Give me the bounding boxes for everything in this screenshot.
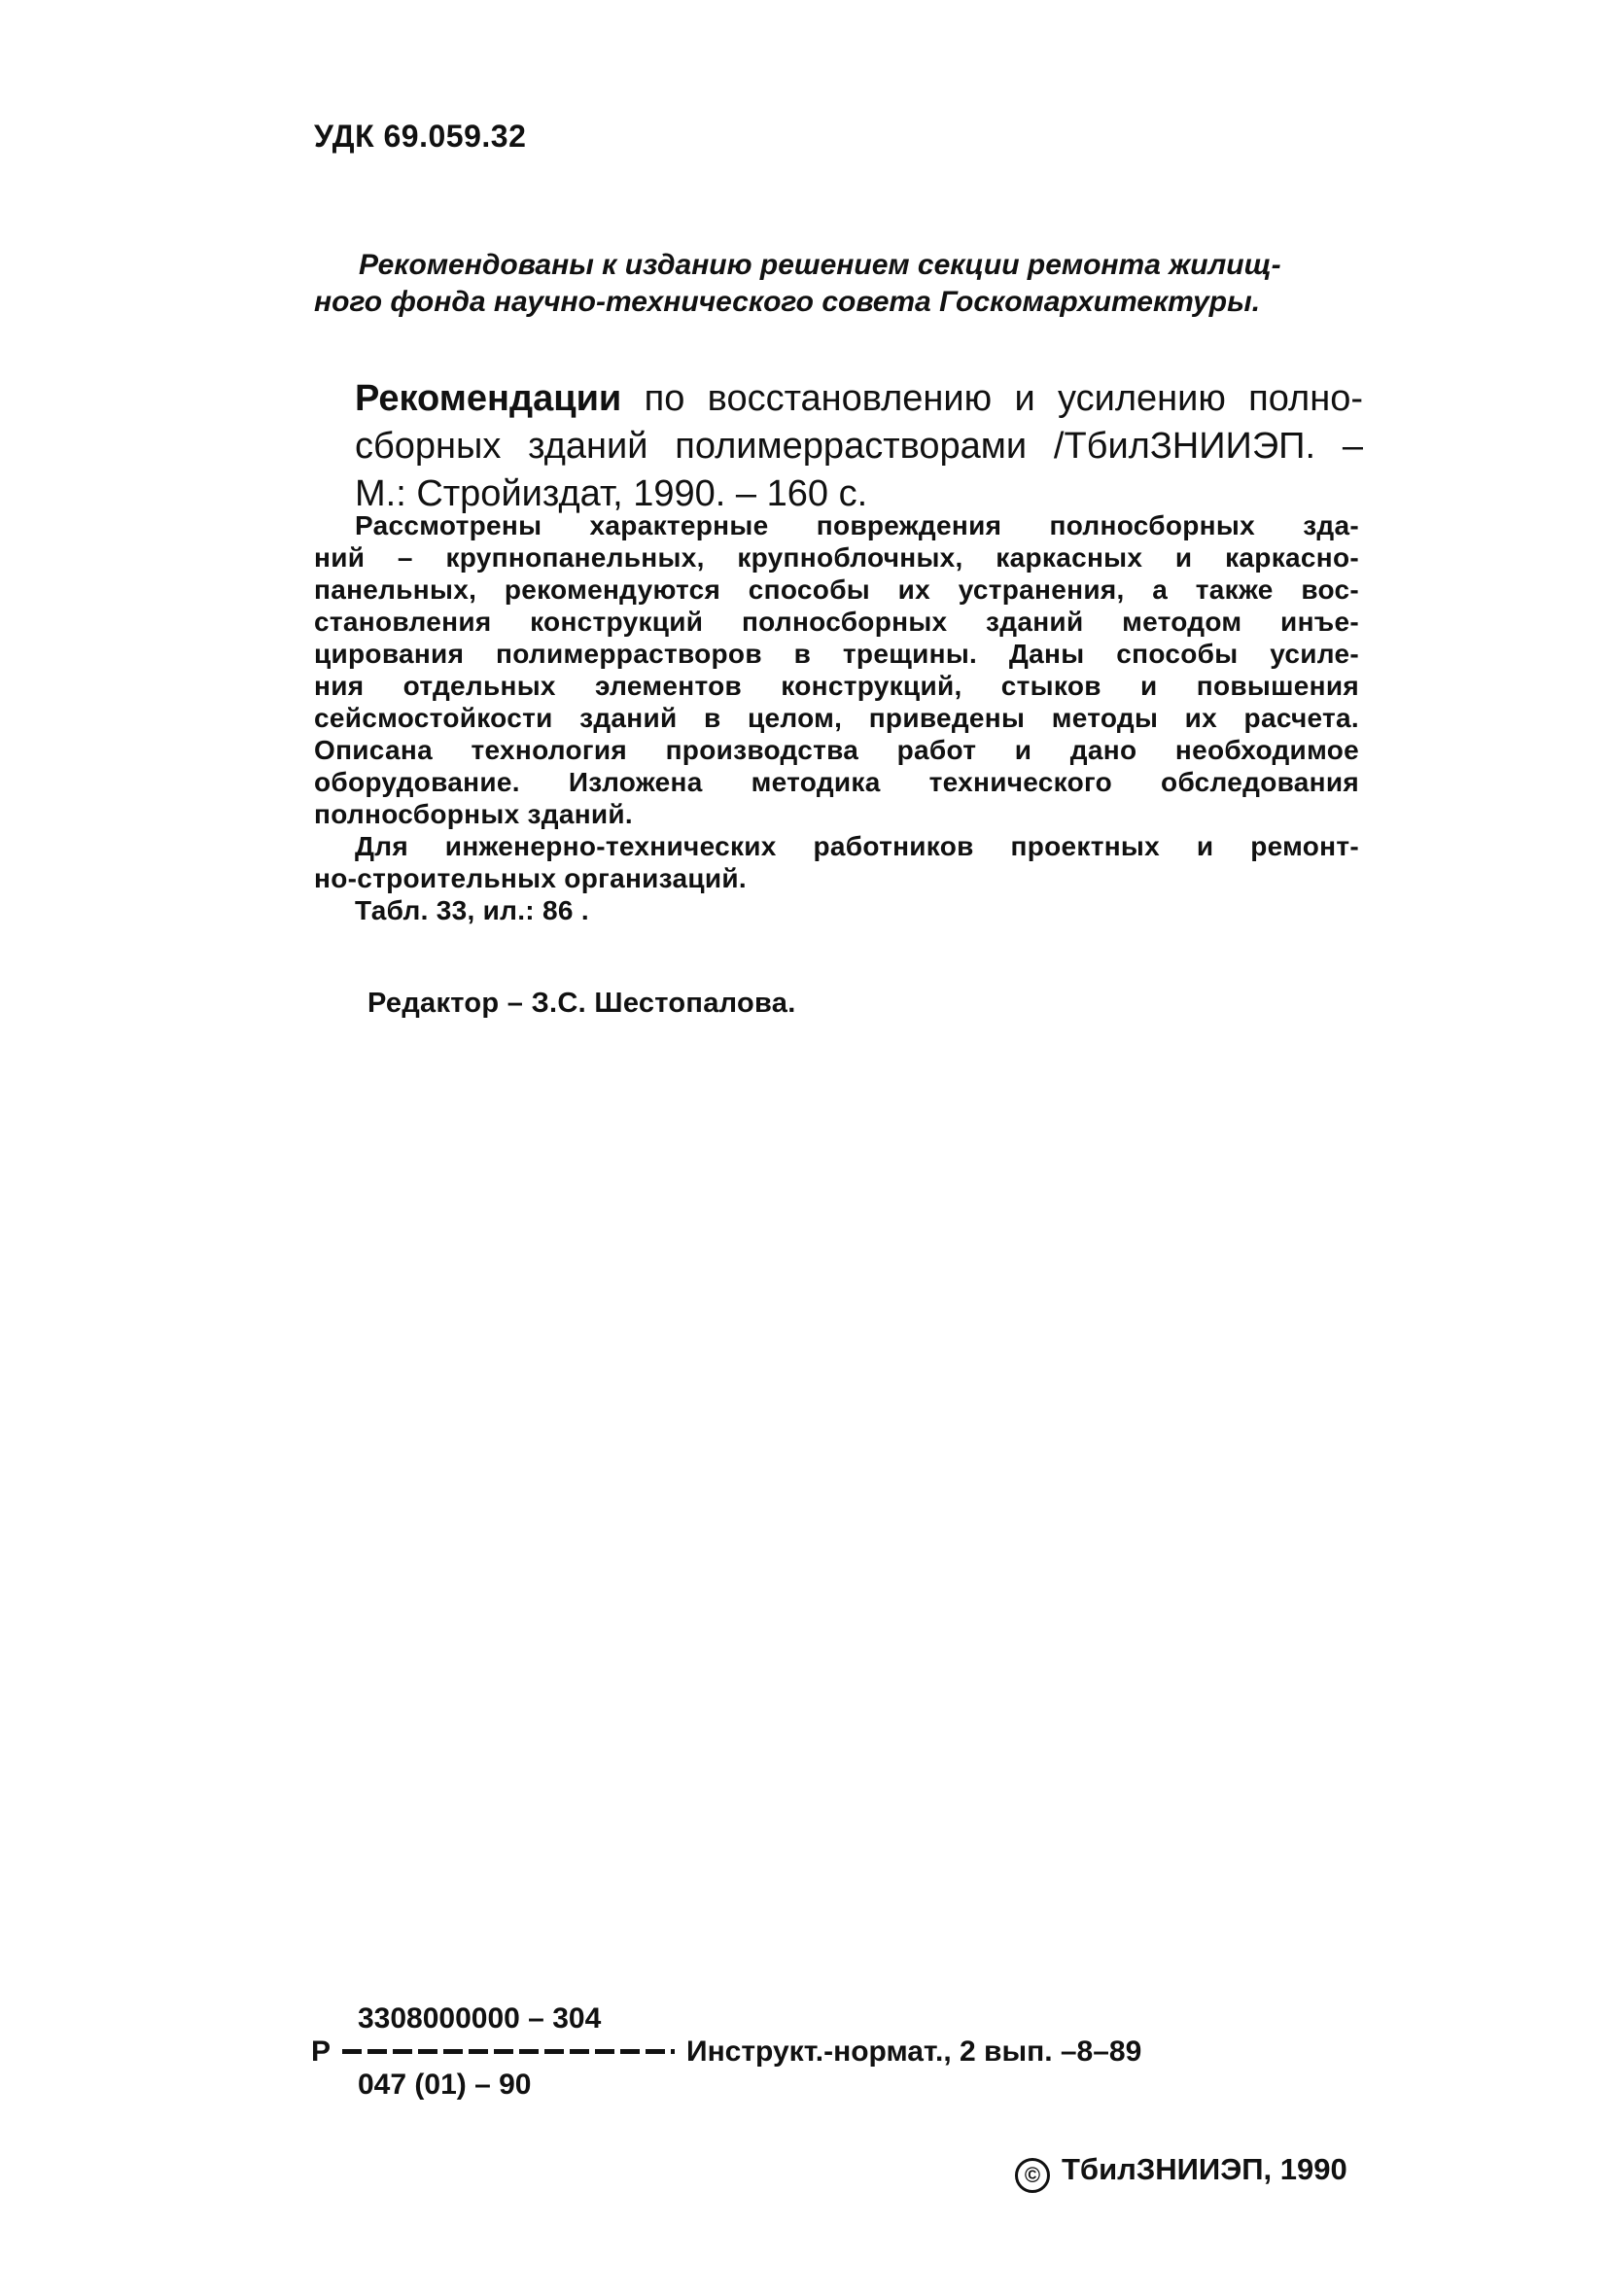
annotation-line: полносборных зданий. xyxy=(314,799,634,829)
biblio-title: Рекомендации xyxy=(355,378,622,419)
classification-code-bottom: 047 (01) – 90 xyxy=(358,2069,532,2101)
biblio-line-1 xyxy=(355,375,1363,423)
classification-code-row xyxy=(311,2035,1141,2069)
udk-code: УДК 69.059.32 xyxy=(314,119,527,154)
annotation-line: Описана технология производства работ и дано необходимое xyxy=(314,735,1359,765)
annotation-line: ния отдельных элементов конструкций, стыков и повышения xyxy=(314,671,1359,701)
classification-code-top: 3308000000 – 304 xyxy=(358,2002,602,2035)
annotation-line: ний – крупнопанельных, крупноблочных, каркасных и каркасно- xyxy=(314,542,1359,573)
classification-letter: Р xyxy=(311,2035,332,2068)
annotation-line: панельных, рекомендуются способы их устранения, а также вос- xyxy=(314,574,1359,605)
recommendation-line-2: ного фонда научно-технического совета Госкомархитектуры. xyxy=(314,286,1261,318)
bibliographic-record xyxy=(355,375,1363,518)
biblio-line-2: сборных зданий полимеррастворами /ТбилЗНИИЭП. – xyxy=(355,426,1363,467)
annotation-line: Рассмотрены характерные повреждения полносборных зда- xyxy=(355,510,1359,540)
annotation-line: оборудование. Изложена методика технического обследования xyxy=(314,767,1359,797)
annotation-line: сейсмостойкости зданий в целом, приведены методы их расчета. xyxy=(314,703,1359,733)
tables-illustrations-count: Табл. 33, ил.: 86 . xyxy=(355,895,589,925)
recommendation-line-1: Рекомендованы к изданию решением секции ремонта жилищ- xyxy=(359,249,1281,281)
audience-line-2: но-строительных организаций. xyxy=(314,863,748,893)
annotation xyxy=(314,509,1359,926)
biblio-line-3: М.: Стройиздат, 1990. – 160 с. xyxy=(355,473,868,514)
biblio-line-1-rest: по восстановлению и усилению полно- xyxy=(644,378,1363,419)
fraction-line xyxy=(342,2049,675,2054)
classification-code-middle: Инструкт.-нормат., 2 вып. –8–89 xyxy=(686,2035,1142,2068)
editor-credit: Редактор – З.С. Шестопалова. xyxy=(367,988,796,1019)
annotation-line: становления конструкций полносборных зданий методом инъе- xyxy=(314,607,1359,637)
copyright-icon: © xyxy=(1015,2158,1050,2193)
copyright-notice xyxy=(1015,2152,1347,2193)
recommendation-note xyxy=(314,247,1359,321)
audience-line-1: Для инженерно-технических работников проектных и ремонт- xyxy=(355,831,1359,861)
annotation-line: цирования полимеррастворов в трещины. Даны способы усиле- xyxy=(314,639,1359,669)
copyright-text: ТбилЗНИИЭП, 1990 xyxy=(1062,2152,1347,2186)
